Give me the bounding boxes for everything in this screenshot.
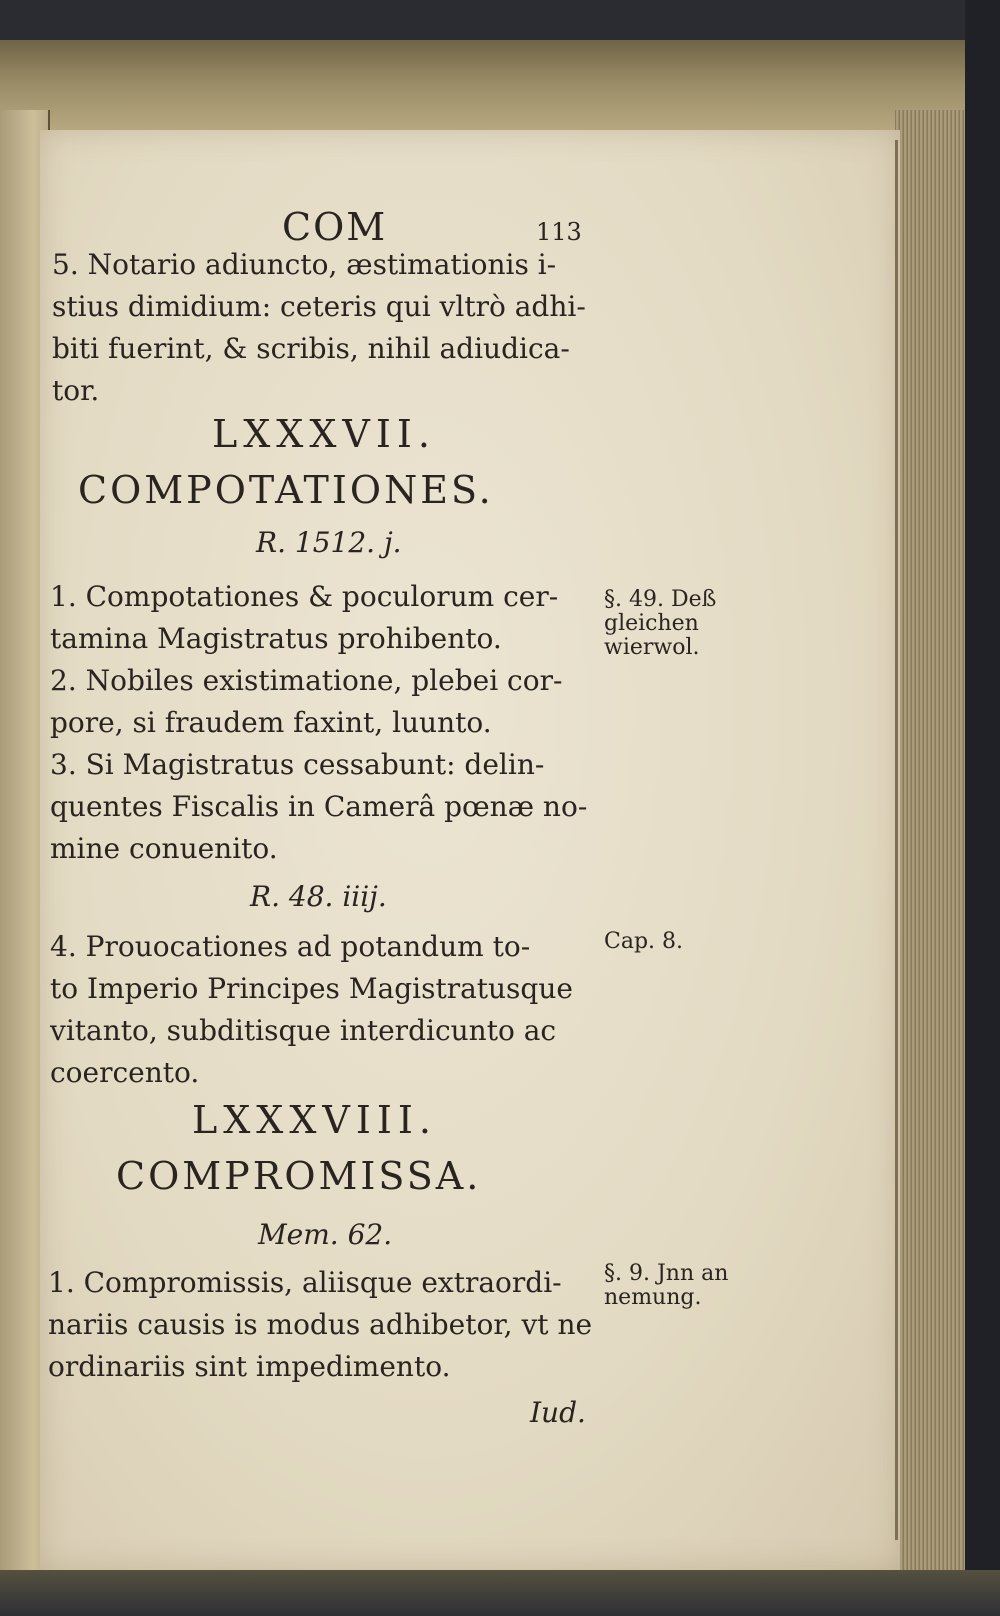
background-right	[965, 0, 1000, 1616]
paragraph-line: 1. Compromissis, aliisque extraordi-	[48, 1266, 562, 1299]
paragraph-line: quentes Fiscalis in Camerâ pœnæ no-	[50, 790, 588, 823]
book-top-edge	[0, 40, 1000, 135]
paragraph-line: vitanto, subditisque interdicunto ac	[50, 1014, 557, 1047]
paragraph-line: mine conuenito.	[50, 832, 278, 865]
paragraph-line: to Imperio Principes Magistratusque	[50, 972, 573, 1005]
section-number: LXXXVII.	[212, 412, 436, 456]
section-number: LXXXVIII.	[192, 1098, 437, 1142]
section-reference: R. 48. iiij.	[250, 880, 387, 913]
paragraph-line: tamina Magistratus prohibento.	[50, 622, 502, 655]
entry-line: 5. Notario adiuncto, æstimationis i-	[52, 248, 557, 281]
paragraph-line: 2. Nobiles existimatione, plebei cor-	[50, 664, 563, 697]
marginal-note: Cap. 8.	[604, 929, 684, 954]
paragraph-line: coercento.	[50, 1056, 200, 1089]
book-bottom-edge	[0, 1570, 1000, 1616]
page-stack-edge	[895, 110, 965, 1590]
running-head: COM	[282, 205, 388, 249]
paragraph-line: 1. Compotationes & poculorum cer-	[50, 580, 559, 613]
marginal-note: §. 9. Jnn an nemung.	[604, 1261, 729, 1310]
entry-line: biti fuerint, & scribis, nihil adiudica-	[52, 332, 570, 365]
entry-line: stius dimidium: ceteris qui vltrò adhi-	[52, 290, 586, 323]
section-title: COMPOTATIONES.	[78, 468, 494, 512]
page-number: 113	[536, 218, 582, 246]
paragraph-line: ordinariis sint impedimento.	[48, 1350, 451, 1383]
entry-line: tor.	[52, 374, 100, 407]
section-reference: Mem. 62.	[258, 1218, 393, 1251]
paragraph-line: 3. Si Magistratus cessabunt: delin-	[50, 748, 545, 781]
section-reference: R. 1512. j.	[256, 526, 402, 559]
page-fold-line	[895, 140, 898, 1540]
marginal-note: §. 49. Deß gleichen wierwol.	[604, 587, 717, 660]
paragraph-line: nariis causis is modus adhibetor, vt ne	[48, 1308, 593, 1341]
section-title: COMPROMISSA.	[116, 1154, 482, 1198]
paragraph-line: 4. Prouocationes ad potandum to-	[50, 930, 531, 963]
catchword: Iud.	[530, 1396, 586, 1429]
paragraph-line: pore, si fraudem faxint, luunto.	[50, 706, 492, 739]
